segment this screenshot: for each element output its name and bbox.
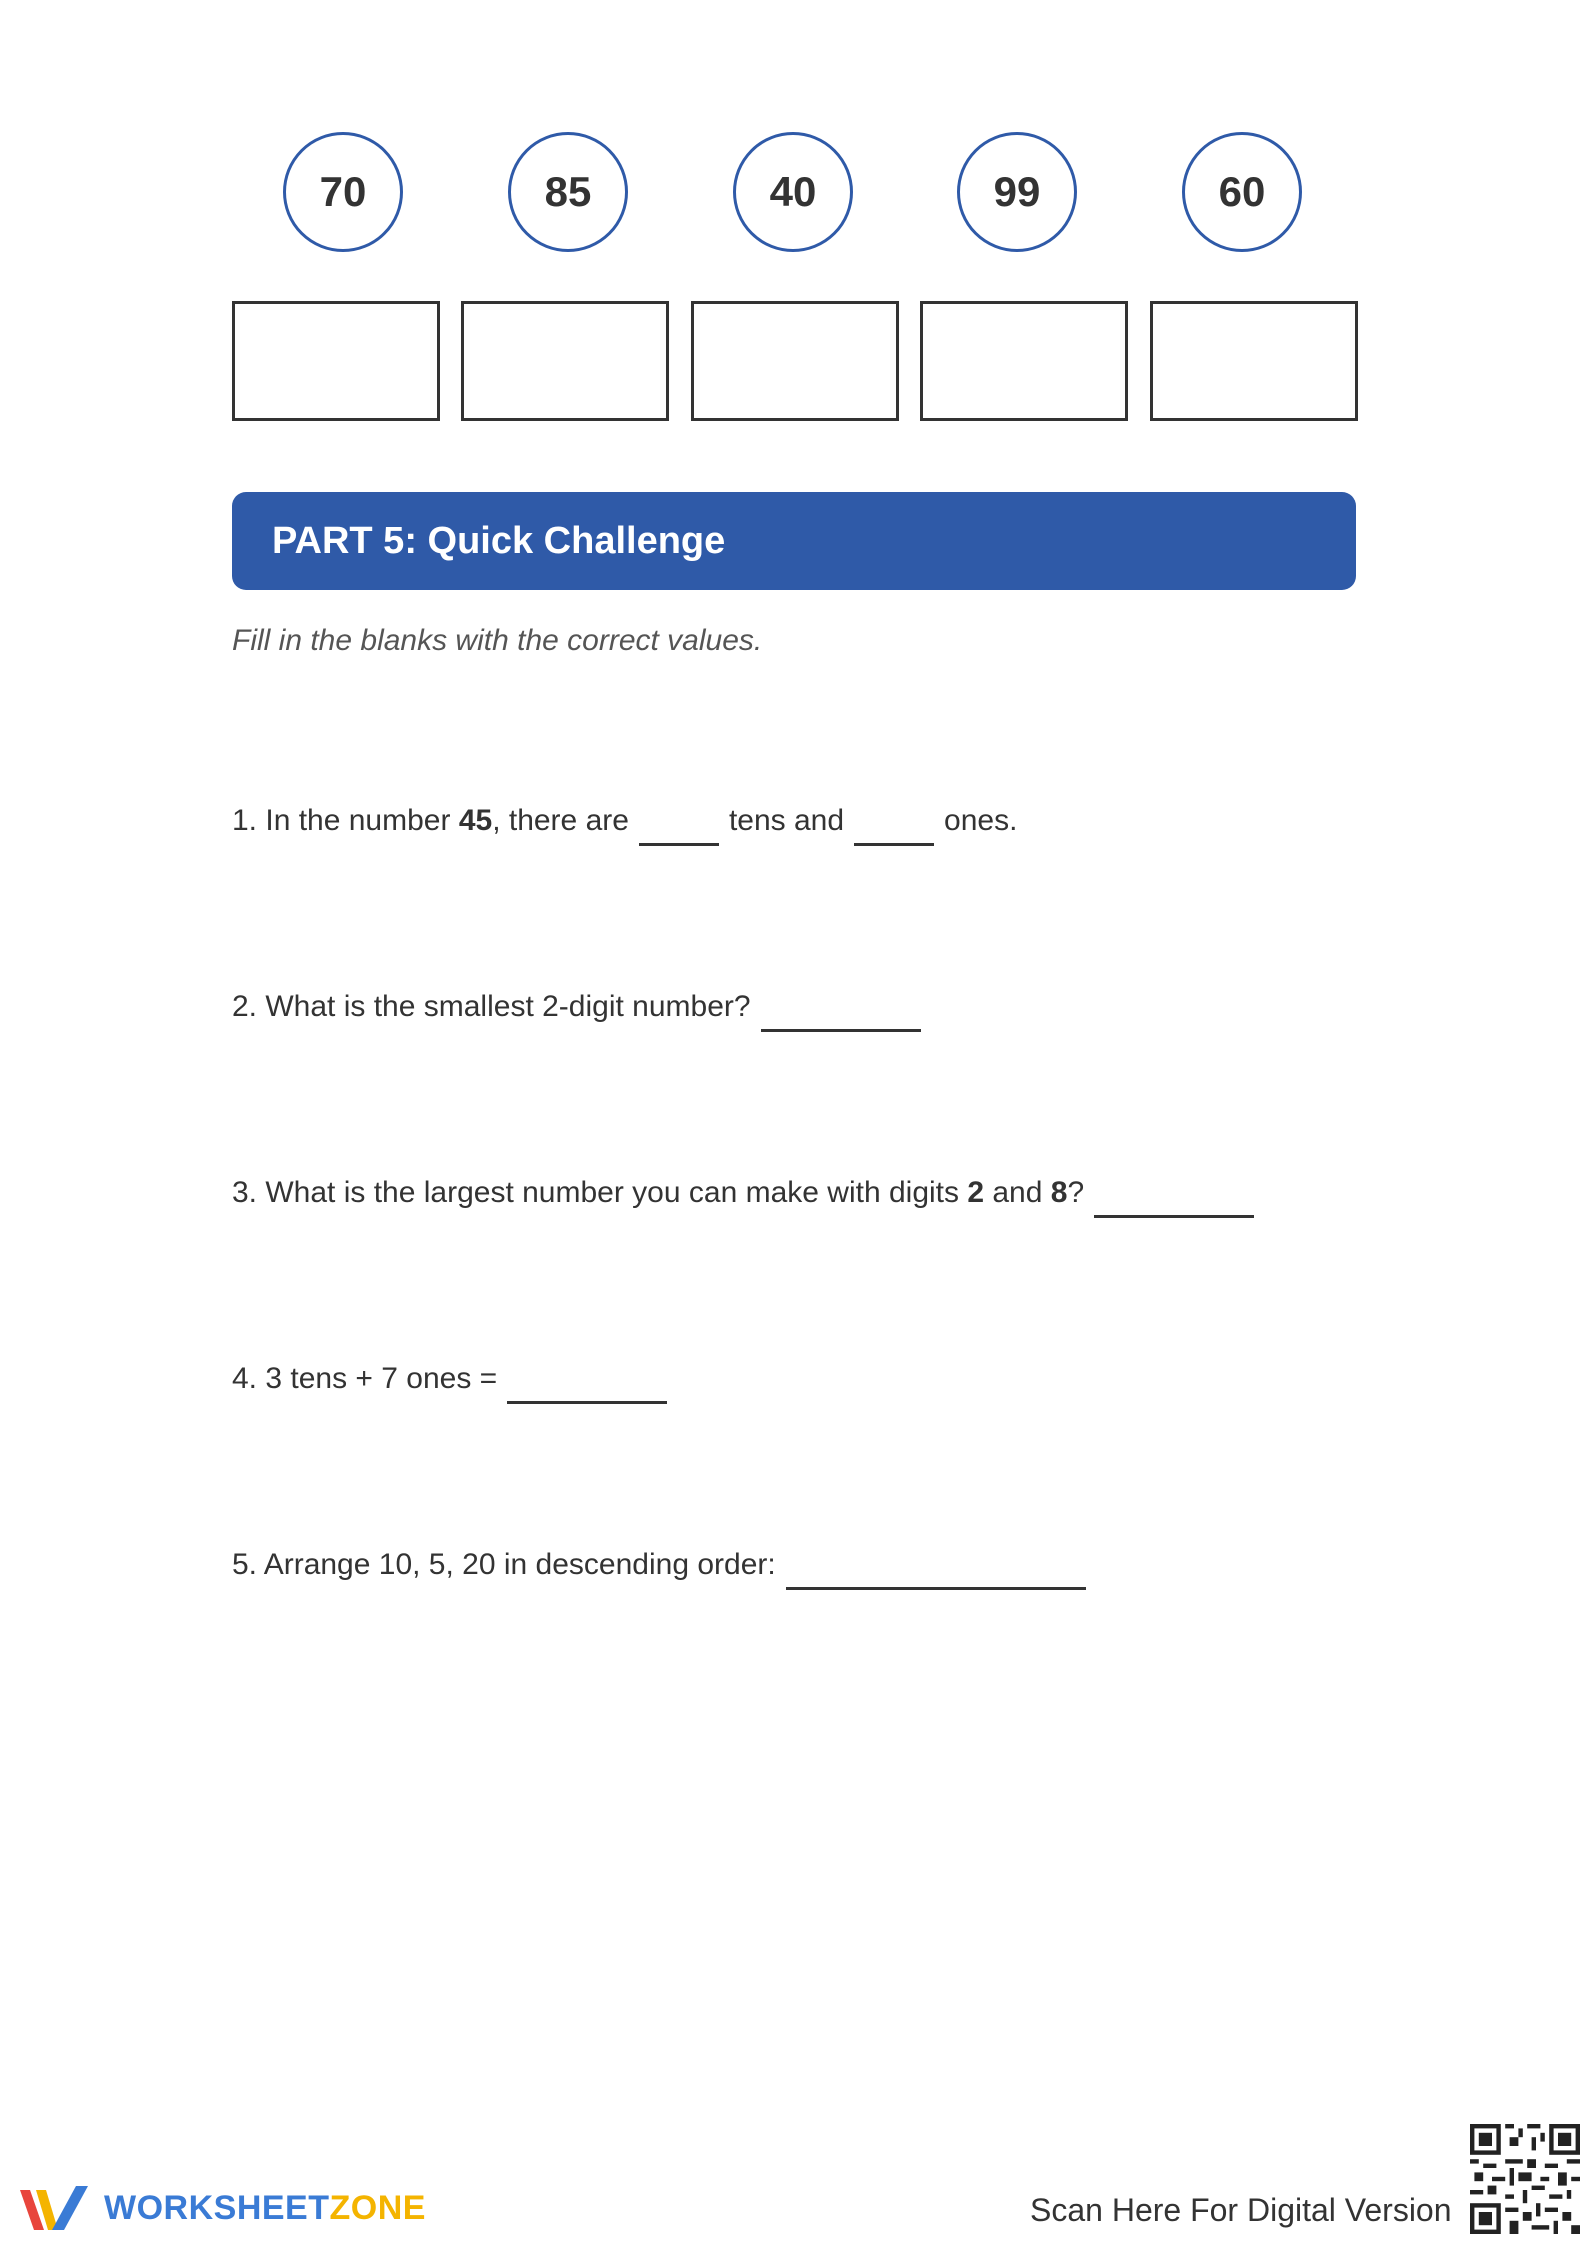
worksheetzone-logo-icon	[14, 2180, 94, 2236]
question-text: ones.	[944, 804, 1018, 837]
question-bold: 45	[458, 804, 493, 837]
answer-blank[interactable]	[639, 813, 719, 846]
question-4	[232, 1362, 677, 1396]
answer-box[interactable]	[232, 301, 440, 421]
scan-instruction: Scan Here For Digital Version	[1030, 2192, 1452, 2228]
instruction-text: Fill in the blanks with the correct values.	[232, 624, 763, 657]
question-text: and	[984, 1176, 1051, 1209]
number-circle: 60	[1182, 132, 1302, 252]
number-circle: 85	[508, 132, 628, 252]
qr-code-icon[interactable]	[1470, 2124, 1580, 2234]
answer-box[interactable]	[1150, 301, 1358, 421]
answer-box[interactable]	[691, 301, 899, 421]
question-text: 2. What is the smallest 2-digit number?	[232, 990, 751, 1023]
brand-name-part: ZONE	[329, 2188, 426, 2227]
brand-name-part: WORKSHEET	[104, 2188, 330, 2227]
number-circle: 99	[957, 132, 1077, 252]
question-1	[232, 804, 1017, 838]
answer-blank[interactable]	[761, 999, 921, 1032]
question-text: 3. What is the largest number you can make with digits	[232, 1176, 968, 1209]
answer-box[interactable]	[461, 301, 669, 421]
answer-box[interactable]	[920, 301, 1128, 421]
question-2	[232, 990, 931, 1024]
question-bold: 2	[967, 1176, 985, 1209]
brand-name	[104, 2189, 426, 2228]
question-text: 5. Arrange 10, 5, 20 in descending order:	[232, 1548, 776, 1581]
answer-blank[interactable]	[1094, 1185, 1254, 1218]
question-text: 1. In the number	[232, 804, 459, 837]
answer-boxes	[232, 301, 1358, 421]
answer-blank[interactable]	[786, 1557, 1086, 1590]
section-banner	[232, 492, 1356, 590]
answer-blank[interactable]	[854, 813, 934, 846]
number-circle: 40	[733, 132, 853, 252]
question-text: tens and	[728, 804, 845, 837]
brand-logo[interactable]	[14, 2180, 426, 2236]
number-circles	[283, 132, 1303, 252]
number-circle: 70	[283, 132, 403, 252]
question-text: ?	[1067, 1176, 1085, 1209]
question-text: 4. 3 tens + 7 ones =	[232, 1362, 498, 1395]
answer-blank[interactable]	[507, 1371, 667, 1404]
question-bold: 8	[1050, 1176, 1068, 1209]
question-5	[232, 1548, 1096, 1582]
question-3	[232, 1176, 1264, 1210]
question-text: , there are	[492, 804, 629, 837]
section-title: PART 5: Quick Challenge	[272, 519, 726, 562]
